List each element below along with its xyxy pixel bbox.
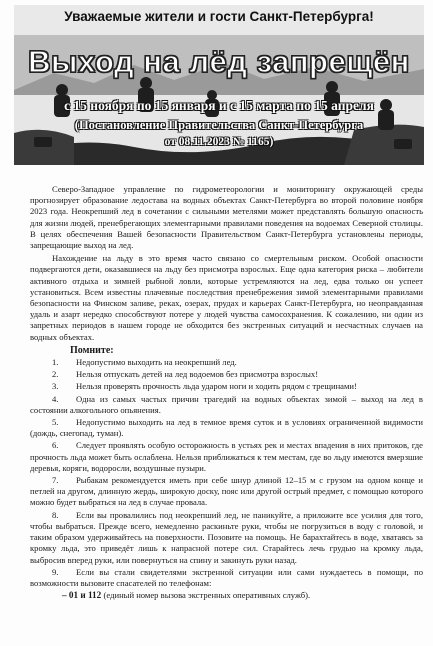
rule-item — [30, 510, 423, 566]
rule-text: Нельзя отпускать детей на лед водоемов без присмотра взрослых! — [76, 369, 319, 380]
rule-number: 4. — [52, 393, 59, 404]
rule-number: 9. — [52, 566, 59, 577]
remember-heading: Помните: — [70, 344, 114, 356]
rule-number: 3. — [52, 381, 59, 392]
rule-number: 5. — [52, 417, 59, 428]
rule-item — [30, 440, 423, 474]
rule-item — [30, 381, 423, 392]
rule-text: Следует проявлять особую осторожность в устьях рек и местах впадения в них притоков, где прочность льда может быть ослаблена. Нельзя приближаться к тем местам, где во льду имеются вмерзшие деревья, коряги, водоросли, воздушные пузыри. — [30, 440, 423, 473]
rule-item — [30, 369, 423, 380]
banner-dates: с 15 ноября по 15 января и с 15 марта по 15 апреля — [64, 98, 374, 113]
rule-text: Одна из самых частых причин трагедий на водных объектах зимой – выход на лед в состоянии алкогольного опьянения. — [30, 393, 423, 415]
rule-text: Если вы стали свидетелями экстренной ситуации или сами нуждаетесь в помощи, по возможности вызовите спасателей по телефонам: — [30, 566, 423, 588]
rule-text: Рыбакам рекомендуется иметь при себе шнур длиной 12–15 м с грузом на одном конце и петлей на другом, длинную жердь, широкую доску, пояс или другой острый предмет, с помощью которого можно будет выбраться на лед в случае провала. — [30, 475, 423, 508]
emergency-note: (единый номер вызова экстренных оперативных служб). — [103, 590, 311, 601]
rule-text: Нельзя проверять прочность льда ударом ноги и ходить рядом с трещинами! — [76, 381, 357, 392]
banner-greeting: Уважаемые жители и гости Санкт-Петербурга! — [64, 9, 374, 24]
rules-list — [30, 357, 423, 589]
rule-item — [30, 475, 423, 509]
rule-text: Недопустимо выходить на неокрепший лед. — [76, 357, 237, 368]
rule-item — [30, 417, 423, 439]
rule-number: 7. — [52, 475, 59, 486]
intro-paragraph: Нахождение на льду в это время часто связано со смертельным риском. Особой опасности подвергаются дети, оказавшиеся на льду без присмотра взрослых. Еще одна категория риска – любители активного отдыха и зимней рыбной ловли, которые устремляются на лед, едва только он успеет установиться. Всем известны плачевные последствия пренебрежения зимой элементарными правилами безопасности на Финском заливе, реках, озерах, прудах и карьерах Санкт-Петербурга, но неоправданная удаль и азарт нередко способствуют потере у людей чувства самосохранения. К сожалению, ни один из запретных периодов в нашем городе не обходится без экстренных ситуаций и несчастных случаев на водных объектах. — [30, 253, 423, 342]
rule-item — [30, 357, 423, 368]
rule-number: 1. — [52, 357, 59, 368]
rule-text: Недопустимо выходить на лед в темное время суток и в условиях ограниченной видимости (дождь, снегопад, туман). — [30, 417, 423, 439]
rule-number: 6. — [52, 440, 59, 451]
document-body — [30, 184, 423, 601]
rule-item — [30, 394, 423, 416]
banner-decree-number: от 08.11.2023 № 1165) — [164, 136, 274, 148]
rule-number: 8. — [52, 509, 59, 520]
emergency-numbers: – 01 и 112 — [62, 590, 102, 601]
rule-number: 2. — [52, 369, 59, 380]
intro-paragraph: Северо-Западное управление по гидрометеорологии и мониторингу окружающей среды прогнозирует образование ледостава на водных объектах Санкт-Петербурга во второй половине ноября 2023 года. Неокрепший лед в сочетании с сильными метелями может представлять большую опасность для жизни людей, пренебрегающих элементарными правилами поведения на водоемах Северной столицы. В целях обеспечения Вашей безопасности Правительством Санкт-Петербурга установлены периоды, запрещающие выход на лед. — [30, 184, 423, 251]
header-banner — [14, 5, 424, 165]
rule-item — [30, 567, 423, 589]
emergency-phone — [62, 590, 423, 601]
rule-text: Если вы провалились под неокрепший лед, не паникуйте, а приложите все усилия для того, чтобы выбраться. Прежде всего, немедленно раскиньте руки, чтобы не погрузиться в воду с головой, и таким образом удерживайтесь на поверхности. Позовите на помощь. Не барахтайтесь в воде, хватаясь за кромку льда, это приведёт лишь к напрасной потере сил. Старайтесь лечь грудью на кромку льда, выбросив вперед руки, или повернуться на спину и закинуть руки назад. — [30, 509, 423, 565]
banner-decree: (Постановление Правительства Санкт-Петербурга — [74, 118, 364, 132]
banner-headline: Выход на лёд запрещён — [28, 44, 410, 79]
